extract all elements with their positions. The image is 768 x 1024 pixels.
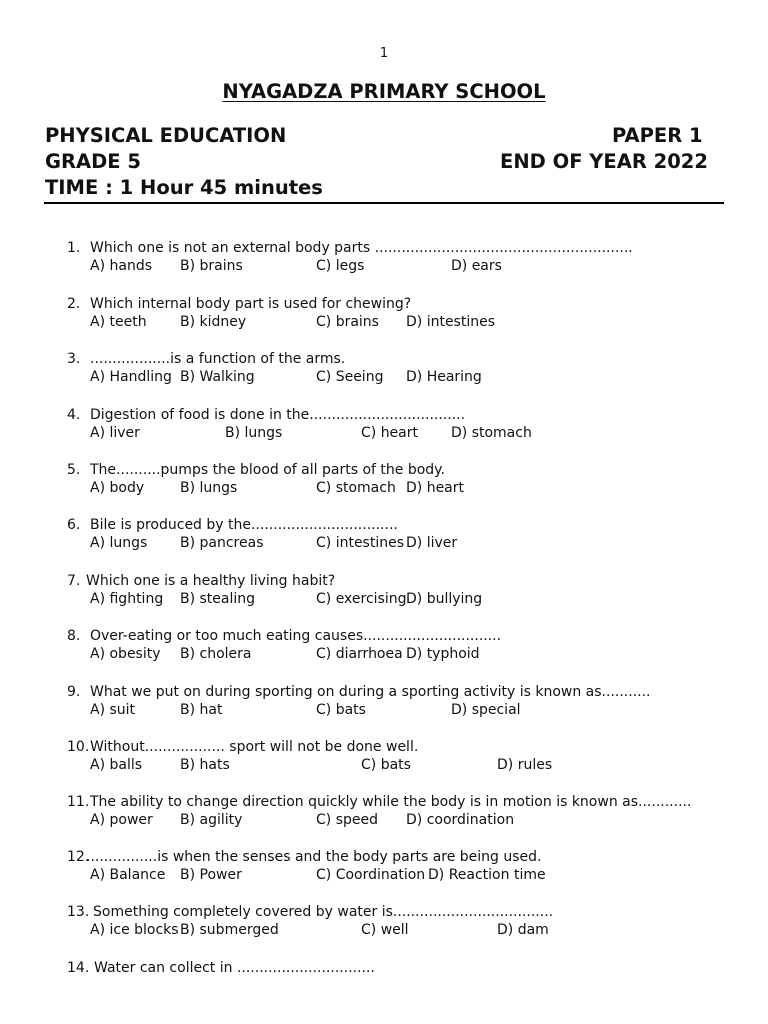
option-d: D) special xyxy=(451,702,521,718)
option-c: C) bats xyxy=(361,757,411,773)
option-b: B) hat xyxy=(180,702,223,718)
option-c: C) exercising xyxy=(316,591,407,607)
page-number: 1 xyxy=(379,46,389,61)
subject-title: PHYSICAL EDUCATION xyxy=(45,124,287,147)
option-c: C) intestines xyxy=(316,535,405,551)
header-rule xyxy=(44,202,724,204)
question-number: 11. xyxy=(67,794,90,810)
option-a: A) obesity xyxy=(90,646,161,662)
question-text: Over-eating or too much eating causes............................... xyxy=(90,628,502,644)
question-number: 3. xyxy=(67,351,81,367)
time-label: TIME : 1 Hour 45 minutes xyxy=(45,176,323,199)
question-number: 12. xyxy=(67,849,90,865)
option-a: A) Handling xyxy=(90,369,172,385)
question-text: Bile is produced by the................................. xyxy=(90,517,398,533)
option-c: C) Seeing xyxy=(316,369,384,385)
option-c: C) bats xyxy=(316,702,366,718)
option-c: C) legs xyxy=(316,258,365,274)
question-text: What we put on during sporting on during a sporting activity is known as........... xyxy=(90,684,651,700)
question-text: Something completely covered by water is.................................... xyxy=(93,904,554,920)
question-number: 5. xyxy=(67,462,81,478)
question-text: Water can collect in ............................... xyxy=(94,960,375,976)
option-a: A) liver xyxy=(90,425,140,441)
question-number: 9. xyxy=(67,684,81,700)
question-text: ................is when the senses and the body parts are being used. xyxy=(86,849,542,865)
question-text: The..........pumps the blood of all parts of the body. xyxy=(90,462,445,478)
option-a: A) hands xyxy=(90,258,152,274)
option-d: D) stomach xyxy=(451,425,532,441)
option-b: B) brains xyxy=(180,258,243,274)
option-d: D) coordination xyxy=(406,812,515,828)
question-number: 4. xyxy=(67,407,81,423)
question-number: 14. xyxy=(67,960,90,976)
option-b: B) submerged xyxy=(180,922,279,938)
question-number: 13. xyxy=(67,904,90,920)
option-d: D) dam xyxy=(497,922,549,938)
option-c: C) well xyxy=(361,922,409,938)
option-b: B) kidney xyxy=(180,314,247,330)
option-d: D) bullying xyxy=(406,591,483,607)
option-a: A) teeth xyxy=(90,314,147,330)
option-a: A) fighting xyxy=(90,591,164,607)
option-b: B) hats xyxy=(180,757,230,773)
option-d: D) liver xyxy=(406,535,458,551)
option-a: A) suit xyxy=(90,702,136,718)
option-b: B) stealing xyxy=(180,591,256,607)
option-d: D) intestines xyxy=(406,314,496,330)
question-number: 8. xyxy=(67,628,81,644)
question-number: 7. xyxy=(67,573,81,589)
option-a: A) ice blocks xyxy=(90,922,179,938)
question-number: 1. xyxy=(67,240,81,256)
question-number: 10. xyxy=(67,739,90,755)
term-label: END OF YEAR 2022 xyxy=(500,150,708,173)
option-d: D) typhoid xyxy=(406,646,480,662)
option-c: C) brains xyxy=(316,314,379,330)
question-text: Digestion of food is done in the................................... xyxy=(90,407,466,423)
question-text: Which internal body part is used for chewing? xyxy=(90,296,412,312)
option-c: C) heart xyxy=(361,425,418,441)
question-text: The ability to change direction quickly while the body is in motion is known as............ xyxy=(90,794,692,810)
question-number: 6. xyxy=(67,517,81,533)
option-c: C) diarrhoea xyxy=(316,646,403,662)
question-text: Which one is not an external body parts .......................................................... xyxy=(90,240,633,256)
option-a: A) lungs xyxy=(90,535,148,551)
option-d: D) Reaction time xyxy=(428,867,546,883)
option-c: C) speed xyxy=(316,812,378,828)
option-b: B) cholera xyxy=(180,646,252,662)
option-d: D) heart xyxy=(406,480,465,496)
option-b: B) Power xyxy=(180,867,242,883)
option-d: D) ears xyxy=(451,258,502,274)
question-number: 2. xyxy=(67,296,81,312)
option-b: B) Walking xyxy=(180,369,255,385)
question-text: Without.................. sport will not be done well. xyxy=(90,739,419,755)
option-d: D) rules xyxy=(497,757,553,773)
option-a: A) body xyxy=(90,480,145,496)
option-b: B) lungs xyxy=(225,425,283,441)
option-b: B) lungs xyxy=(180,480,238,496)
option-b: B) agility xyxy=(180,812,243,828)
option-a: A) balls xyxy=(90,757,143,773)
option-a: A) power xyxy=(90,812,153,828)
option-c: C) stomach xyxy=(316,480,396,496)
grade-label: GRADE 5 xyxy=(45,150,141,173)
option-d: D) Hearing xyxy=(406,369,482,385)
question-text: Which one is a healthy living habit? xyxy=(86,573,336,589)
option-b: B) pancreas xyxy=(180,535,264,551)
paper-label: PAPER 1 xyxy=(612,124,703,147)
school-name-text: NYAGADZA PRIMARY SCHOOL xyxy=(222,80,546,103)
school-name xyxy=(0,80,768,103)
option-a: A) Balance xyxy=(90,867,166,883)
option-c: C) Coordination xyxy=(316,867,426,883)
question-text: ..................is a function of the arms. xyxy=(90,351,346,367)
